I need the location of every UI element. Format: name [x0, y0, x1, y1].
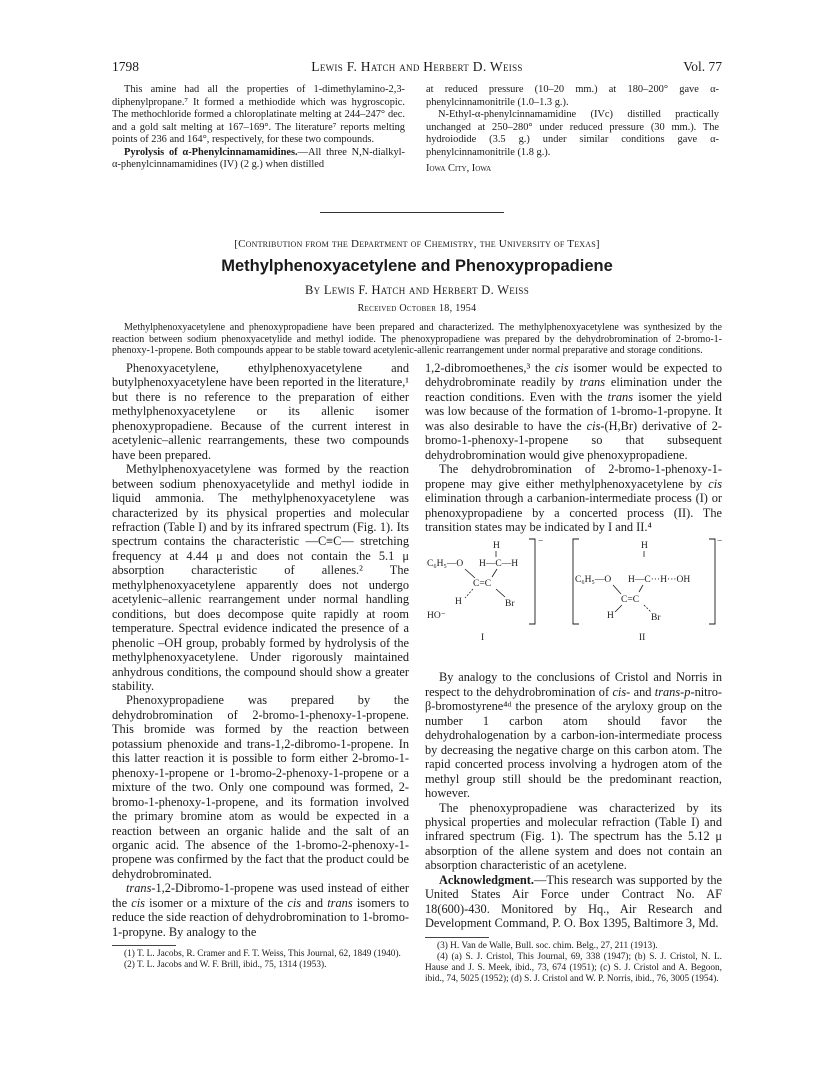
abstract: Methylphenoxyacetylene and phenoxypropadiene have been prepared and characterized. The methylphenoxyacetylene was synthesized by the reaction between sodium phenoxyacetylide and methyl iodide. The phenoxypropadiene was prepared by the dehydrobromination of 2-bromo-1-phenoxy-1-propene. Both compounds appear to be stable toward acetylenic-allenic rearrangement under normal preparative and storage conditions. — [112, 322, 722, 357]
struct-I-ho: HO⁻ — [427, 611, 446, 622]
article-divider — [320, 212, 504, 213]
paragraph — [425, 462, 722, 534]
article-authors: By Lewis F. Hatch and Herbert D. Weiss — [304, 283, 530, 297]
paragraph: Phenoxypropadiene was prepared by the dehydrobromination of 2-bromo-1-phenoxy-1-propene. This bromide was formed by the reaction between potassium phenoxide and trans-1,2-dibromo-1-propene. In this latter reaction it is possible to form either 2-bromo-1-phenoxy-1-propene or 1-bromo-2-phenoxy-1-propene or a mixture of the two. Only one compound was formed, 2-bromo-1-phenoxy-1-propene, and its formation involved the primary bromine atom as would be expected in a reaction between an organic halide and the salt of an organic acid. The absence of the 1-bromo-2-phenoxy-1-propene was confirmed by the fact that the product could be dehydrobrominated. — [112, 693, 409, 881]
author-location: Iowa City, Iowa — [426, 163, 492, 174]
paragraph-text: and — [301, 895, 328, 910]
struct-I-ceqc: C=C — [473, 579, 492, 590]
italic-term: trans — [579, 375, 606, 390]
body-left-column — [112, 361, 409, 972]
paragraph-text: -nitro-β-bromostyrene⁴ᵈ the presence of the aryloxy group on the number 1 carbon atom should favor the dehydrohalogenation by a carbon-ion-intermediate process by decreasing the negative charge on this carbon atom. The rapid concerted process involving a hydrogen atom of the methyl group still should be the predominant reaction, however. — [425, 684, 722, 801]
struct-II-hc: H—C···H···OH — [628, 575, 691, 586]
structure-I — [427, 537, 543, 643]
footnote: (4) (a) S. J. Cristol, This Journal, 69, 338 (1947); (b) S. J. Cristol, N. L. Hause and J. S. Meek, ibid., 73, 674 (1951); (c) S. J. Cristol and A. Begoon, ibid., 74, 5025 (1952); (d) S. J. Cristol and W. P. Norris, ibid., 76, 3005 (1954). — [425, 951, 722, 985]
paragraph-text: By analogy to the conclusions of Cristol and Norris in respect to the dehydrobromination of — [425, 670, 722, 699]
struct-II-charge: − — [717, 537, 722, 548]
paragraph-text: isomer or a mixture of the — [144, 895, 288, 910]
struct-I-c6h5o: C₆H₅—O — [427, 559, 464, 570]
page-number: 1798 — [112, 59, 139, 74]
article-title: Methylphenoxyacetylene and Phenoxypropadiene — [221, 257, 613, 275]
italic-term: cis — [554, 361, 569, 375]
paragraph: This amine had all the properties of 1-dimethylamino-2,3-diphenylpropane.⁷ It formed a methiodide which was hygroscopic. The methochloride formed a chloroplatinate melting at 244–247° dec. and a gold salt melting at 167–169°. The literature⁷ reports melting points of 236 and 164°, respectively, for these two compounds. — [112, 84, 405, 145]
struct-II-c6h5o: C₆H₅—O — [575, 575, 612, 586]
italic-term: trans-p — [654, 684, 691, 699]
struct-II-ceqc: C=C — [621, 595, 640, 606]
italic-term: trans — [126, 881, 152, 896]
struct-I-label: I — [481, 633, 485, 644]
paragraph: at reduced pressure (10–20 mm.) at 180–200° gave α-phenylcinnamonitrile (1.0–1.3 g.). — [426, 84, 719, 108]
running-head — [112, 59, 722, 77]
transition-state-structures — [425, 536, 722, 664]
paragraph-text: -(H,Br) derivative of 2-bromo-1-phenoxy-1-propene so that subsequent dehydrobromination would give phenoxypropadiene. — [425, 418, 722, 462]
contribution-line: [Contribution from the Department of Chemistry, the University of Texas] — [234, 238, 600, 250]
footnote: (2) T. L. Jacobs and W. F. Brill, ibid., 75, 1314 (1953). — [124, 960, 327, 971]
paragraph: N-Ethyl-α-phenylcinnamamidine (IVc) distilled practically unchanged at 250–280° under reduced pressure (30 mm.). The hydroiodide (3.5 g.) under similar conditions gave α-phenylcinnamonitrile (1.8 g.). — [426, 109, 719, 158]
paragraph-text: elimination under the reaction conditions. Even with the — [425, 375, 722, 404]
volume-number: Vol. 77 — [683, 59, 722, 74]
paragraph-text: elimination through a carbanion-intermediate process (I) or phenoxypropadiene by a concerted process (II). The transition states may be indicated by I and II.⁴ — [425, 491, 722, 534]
paragraph — [425, 873, 722, 931]
struct-I-hch: H—C—H — [479, 559, 519, 570]
acknowledgment-heading: Acknowledgment. — [439, 872, 534, 887]
struct-II-top-h: H — [641, 541, 648, 552]
paragraph-text: isomers to reduce the side reaction of dehydrobromination to 1-bromo-1-propyne. By analogy to the — [112, 895, 409, 939]
italic-term: trans — [327, 895, 353, 910]
struct-II-br: Br — [651, 613, 661, 624]
struct-I-br: Br — [505, 599, 515, 610]
struct-I-top-h: H — [493, 541, 500, 552]
received-date: Received October 18, 1954 — [357, 303, 477, 314]
footnote: (1) T. L. Jacobs, R. Cramer and F. T. Weiss, This Journal, 62, 1849 (1940). — [124, 949, 401, 960]
paragraph-text: The dehydrobromination of 2-bromo-1-phenoxy-1-propene may give either methylphenoxyacetylene by — [425, 462, 722, 491]
paragraph-text: -1,2-Dibromo-1-propene was used instead of either the — [112, 881, 409, 910]
paragraph-text: —All three N,N-dialkyl-α-phenylcinnamamidines (IV) (2 g.) when distilled — [112, 146, 405, 170]
previous-article-right-column — [426, 84, 719, 176]
italic-term: cis — [586, 418, 601, 433]
paragraph-text: 1,2-dibromoethenes,³ the — [425, 361, 555, 375]
paragraph-text: - and — [626, 684, 655, 699]
running-title: Lewis F. Hatch and Herbert D. Weiss — [311, 59, 523, 74]
italic-term: cis — [131, 895, 145, 910]
previous-article-left-column — [112, 84, 405, 172]
paragraph — [425, 670, 722, 800]
italic-term: cis — [708, 476, 722, 491]
section-run-in-heading: Pyrolysis of α-Phenylcinnamamidines. — [124, 146, 298, 158]
paragraph — [112, 147, 405, 172]
paragraph-text: —This research was supported by the United States Air Force under Contract No. AF 18(600)-430. Monitored by Hq., Air Research and Development Command, P. O. Box 1395, Baltimore 3, Md. — [425, 872, 722, 931]
struct-I-charge: − — [538, 537, 544, 548]
italic-term: trans — [607, 389, 634, 404]
paragraph: Phenoxyacetylene, ethylphenoxyacetylene and butylphenoxyacetylene have been reported in the literature,¹ but there is no reference to the preparation of either methylphenoxyacetylene or its allenic isomer phenoxypropadiene. Because of the current interest in acetylenic–allenic rearrangements, these two compounds have been prepared. — [112, 361, 409, 462]
paragraph: The phenoxypropadiene was characterized by its physical properties and molecular refraction (Table I) and infrared spectrum (Fig. 1). The spectrum has the 5.12 μ absorption of the allene system and does not contain an absorption characteristic of an acetylene. — [425, 800, 722, 873]
struct-I-h: H — [455, 597, 462, 608]
paragraph-text: isomer would be expected to dehydrobrominate readily by — [425, 361, 722, 390]
italic-term: cis — [287, 895, 302, 910]
struct-II-h: H — [607, 611, 614, 622]
body-right-column — [425, 361, 722, 986]
italic-term: cis — [612, 684, 627, 699]
footnote-rule — [112, 945, 176, 946]
footnote-rule — [425, 937, 489, 938]
footnote: (3) H. Van de Walle, Bull. soc. chim. Belg., 27, 211 (1913). — [437, 940, 658, 951]
paragraph — [425, 361, 722, 462]
paragraph — [112, 881, 409, 939]
paragraph: Methylphenoxyacetylene was formed by the reaction between sodium phenoxyacetylide and methyl iodide in liquid ammonia. The methylphenoxyacetylene was characterized by its physical properties and molecular refraction (Table I) and by its infrared spectrum (Fig. 1). Its spectrum contains the characteristic —C≡C— stretching frequency at 4.44 μ and does not contain the 5.1 μ absorption characteristic of allenes.² The methylphenoxyacetylene apparently does not undergo acetylenic–allenic rearrangement under normal handling conditions, but does decompose quite rapidly at room temperature. Spectral evidence indicated the presence of a phenolic –OH group, probably formed by hydrolysis of the methylphenoxyacetylene. Under rigorously maintained anhydrous conditions, the compound should show a greater stability. — [112, 462, 409, 693]
structure-II — [573, 537, 722, 643]
paragraph-text: isomer the yield was low because of the formation of 1-bromo-1-propyne. It was also desirable to have the — [425, 389, 722, 433]
struct-II-label: II — [639, 633, 646, 644]
structures-figure — [425, 536, 722, 664]
previous-article-end — [112, 84, 722, 264]
